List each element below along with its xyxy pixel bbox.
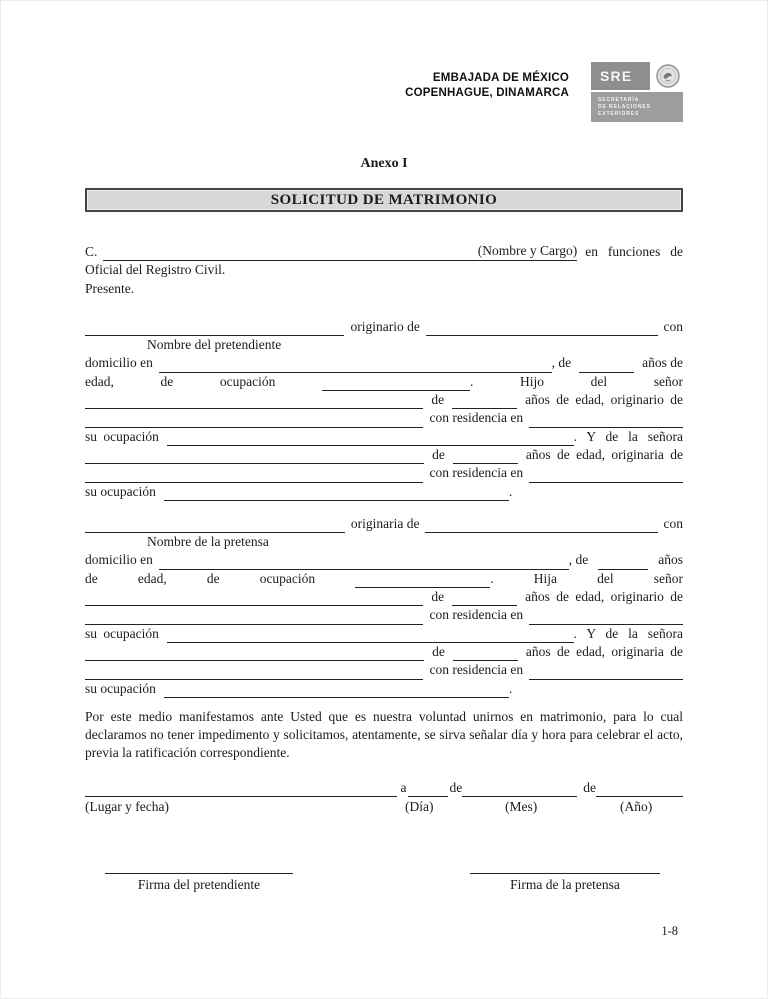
sre-acronym: SRE — [591, 62, 650, 90]
label-domicilio-en: domicilio en — [85, 355, 153, 371]
signatures-row — [85, 873, 683, 893]
salutation: C. — [85, 244, 98, 259]
form-line: su ocupación . — [85, 680, 683, 698]
label-con-residencia-en: con residencia en — [429, 410, 524, 426]
groom-mother-residence-field[interactable] — [529, 468, 683, 483]
label-anos-de: años de — [642, 355, 683, 371]
secretariat-name — [591, 92, 683, 122]
month-field[interactable] — [462, 782, 577, 797]
label-ocupacion: ocupación — [259, 570, 316, 586]
groom-father-age-field[interactable] — [452, 394, 517, 409]
groom-signature-label: Firma del pretendiente — [137, 877, 261, 893]
bride-signature-label: Firma de la pretensa — [510, 877, 620, 893]
day-label: (Día) — [405, 799, 434, 815]
declaration-paragraph: Por este medio manifestamos ante Usted que es nuestra voluntad unirnos en matrimonio, para lo cual declaramos no tener impedimento y solicitamos, atentamente, se sirva señalar día y hora para celebrar el acto, previa la ratificación correspondiente. — [85, 708, 683, 761]
label-de: , de — [551, 355, 572, 371]
bride-father-birthplace-field[interactable] — [85, 610, 423, 625]
embassy-line2: COPENHAGUE, DINAMARCA — [405, 87, 569, 99]
groom-name-field[interactable] — [85, 321, 344, 336]
groom-occupation-field[interactable] — [322, 376, 470, 391]
form-line — [85, 428, 683, 446]
label-a: a — [400, 779, 407, 795]
label-su-ocupacion: su ocupación — [85, 428, 159, 444]
sre-logo — [591, 62, 683, 122]
groom-mother-birthplace-field[interactable] — [85, 468, 423, 483]
embassy-name — [405, 71, 569, 122]
label-y-de-la-senora: . Y de la señora — [573, 625, 683, 641]
name-role-hint: (Nombre y Cargo) — [478, 242, 577, 261]
groom-mother-age-field[interactable] — [453, 449, 518, 464]
page-number: 1-8 — [661, 924, 678, 938]
label-su-ocupacion: su ocupación — [85, 680, 156, 696]
label-ocupacion: ocupación — [219, 373, 276, 389]
form-line: edad, de ocupación . Hijo del señor — [85, 373, 683, 391]
secretariat-line3: EXTERIORES — [598, 110, 640, 117]
bride-father-residence-field[interactable] — [529, 610, 683, 625]
groom-address-field[interactable] — [159, 358, 552, 373]
label-domicilio-en: domicilio en — [85, 552, 153, 568]
bride-father-name-field[interactable] — [85, 591, 423, 606]
bride-mother-residence-field[interactable] — [529, 665, 683, 680]
groom-father-name-field[interactable] — [85, 394, 423, 409]
form-line — [85, 354, 683, 372]
secretariat-line2: DE RELACIONES — [598, 103, 651, 110]
groom-mother-name-field[interactable] — [85, 449, 424, 464]
label-hija: Hija — [533, 570, 558, 586]
groom-name-caption: Nombre del pretendiente — [147, 337, 282, 353]
groom-father-residence-field[interactable] — [529, 413, 683, 428]
label-con-residencia-en: con residencia en — [429, 662, 524, 678]
bride-father-occupation-field[interactable] — [167, 628, 574, 643]
place-date-field[interactable] — [85, 782, 397, 797]
page-content — [85, 0, 683, 893]
mexico-coat-of-arms-icon — [656, 64, 680, 88]
bride-age-field[interactable] — [598, 555, 648, 570]
seal-box — [652, 62, 683, 90]
label-con-residencia-en: con residencia en — [429, 465, 524, 481]
year-label: (Año) — [620, 799, 653, 815]
sre-logo-top — [591, 62, 683, 90]
embassy-line1: EMBAJADA DE MÉXICO — [432, 72, 569, 84]
bride-mother-birthplace-field[interactable] — [85, 665, 423, 680]
label-su-ocupacion: su ocupación — [85, 625, 159, 641]
label-con-residencia-en: con residencia en — [429, 607, 524, 623]
form-title-box — [85, 188, 683, 212]
groom-father-birthplace-field[interactable] — [85, 413, 423, 428]
label-hijo: Hijo — [519, 373, 544, 389]
month-label: (Mes) — [505, 799, 538, 815]
form-line — [85, 606, 683, 624]
year-field[interactable] — [596, 782, 683, 797]
bride-occupation-field[interactable] — [355, 573, 490, 588]
form-line: de años de edad, originario de — [85, 391, 683, 409]
form-line — [85, 318, 683, 336]
label-originario-de: originario de — [350, 318, 420, 334]
letterhead — [85, 0, 683, 122]
date-line — [85, 779, 683, 797]
form-line — [85, 625, 683, 643]
form-line: de edad, de ocupación . Hija del señor — [85, 570, 683, 588]
groom-age-field[interactable] — [579, 358, 634, 373]
label-con: con — [663, 515, 683, 531]
annex-title: Anexo I — [360, 156, 408, 171]
bride-mother-age-field[interactable] — [453, 646, 518, 661]
groom-mother-occupation-field[interactable] — [164, 486, 509, 501]
groom-father-occupation-field[interactable] — [167, 431, 574, 446]
groom-birthplace-field[interactable] — [426, 321, 658, 336]
secretariat-line1: SECRETARÍA — [598, 97, 640, 103]
day-field[interactable] — [408, 782, 448, 797]
form-line — [85, 551, 683, 569]
addressee-presente: Presente. — [85, 280, 135, 296]
groom-signature-block — [105, 873, 293, 893]
bride-address-field[interactable] — [159, 555, 569, 570]
form-line: su ocupación . — [85, 483, 683, 501]
addressee-line — [85, 243, 683, 261]
form-line — [85, 515, 683, 533]
place-date-label: (Lugar y fecha) — [85, 799, 169, 815]
bride-name-caption: Nombre de la pretensa — [147, 534, 269, 550]
label-de: , de — [568, 552, 589, 568]
form-line: de años de edad, originaria de — [85, 446, 683, 464]
addressee-tail: en funciones de — [585, 244, 683, 259]
date-labels — [85, 797, 683, 815]
bride-signature-block — [470, 873, 660, 893]
addressee-block — [85, 243, 683, 298]
bride-mother-occupation-field[interactable] — [164, 683, 509, 698]
bride-section — [85, 515, 683, 698]
label-su-ocupacion: su ocupación — [85, 483, 156, 499]
label-de: de — [449, 779, 463, 795]
official-name-field[interactable] — [103, 246, 477, 261]
form-line — [85, 409, 683, 427]
bride-birthplace-field[interactable] — [425, 518, 657, 533]
addressee-role: Oficial del Registro Civil. — [85, 262, 226, 278]
groom-section — [85, 318, 683, 501]
label-y-de-la-senora: . Y de la señora — [573, 428, 683, 444]
label-con: con — [663, 318, 683, 334]
form-line — [85, 464, 683, 482]
label-anos: años — [658, 552, 683, 568]
bride-father-age-field[interactable] — [452, 591, 517, 606]
form-line: de años de edad, originaria de — [85, 643, 683, 661]
bride-name-field[interactable] — [85, 518, 345, 533]
form-title: SOLICITUD DE MATRIMONIO — [270, 192, 498, 208]
label-originaria-de: originaria de — [350, 515, 420, 531]
label-de: de — [583, 779, 596, 795]
bride-mother-name-field[interactable] — [85, 646, 424, 661]
form-line: de años de edad, originario de — [85, 588, 683, 606]
form-line — [85, 661, 683, 679]
